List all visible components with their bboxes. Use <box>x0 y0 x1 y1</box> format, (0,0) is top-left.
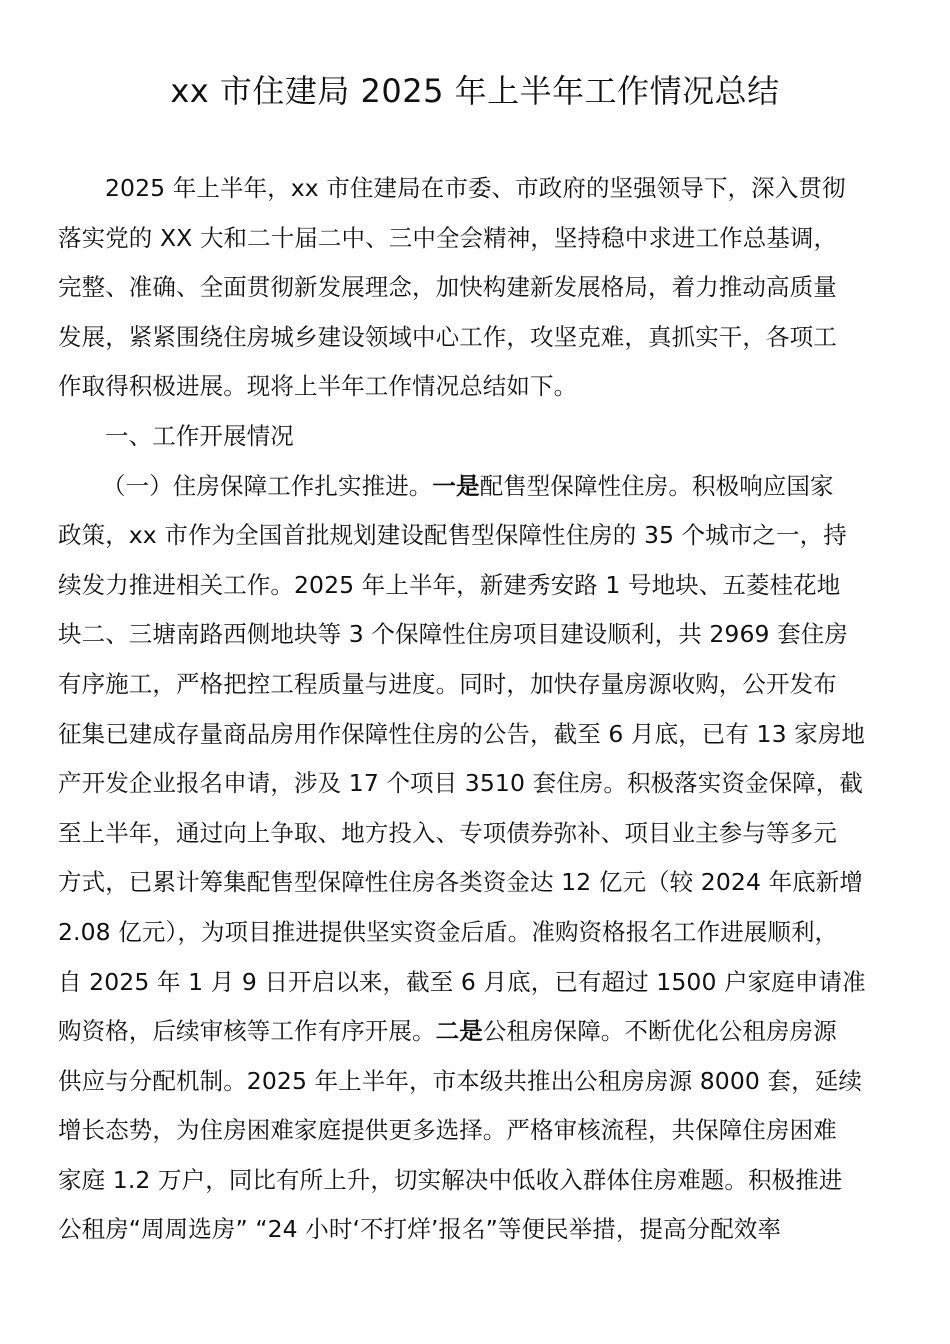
document-body <box>58 164 896 1255</box>
document-title: xx 市住建局 2025 年上半年工作情况总结 <box>170 72 780 110</box>
paragraph-line: 至上半年，通过向上争取、地方投入、专项债券弥补、项目业主参与等多元 <box>58 818 837 847</box>
line-text: 配售型保障性住房。积极响应国家 <box>479 471 834 500</box>
paragraph-line: 增长态势，为住房困难家庭提供更多选择。严格审核流程，共保障住房困难 <box>58 1116 837 1145</box>
section-heading: 一、工作开展情况 <box>105 421 294 450</box>
paragraph-line <box>58 462 896 512</box>
paragraph-line: 落实党的 XX 大和二十届二中、三中全会精神，坚持稳中求进工作总基调， <box>58 223 838 252</box>
paragraph-line: 2.08 亿元），为项目推进提供坚实资金后盾。准购资格报名工作进展顺利， <box>58 917 839 946</box>
paragraph-line: 自 2025 年 1 月 9 日开启以来，截至 6 月底，已有超过 1500 户家庭申请准 <box>58 967 866 996</box>
paragraph-line: 作取得积极进展。现将上半年工作情况总结如下。 <box>58 372 578 401</box>
line-text: 购资格，后续审核等工作有序开展。 <box>58 1017 436 1046</box>
paragraph-line: 完整、准确、全面贯彻新发展理念，加快构建新发展格局，着力推动高质量 <box>58 273 837 302</box>
paragraph-line: 公租房“周周选房” “24 小时‘不打烊’报名”等便民举措，提高分配效率 <box>58 1215 782 1244</box>
bold-lead: 二是 <box>435 1017 483 1046</box>
paragraph-line <box>58 1007 896 1057</box>
paragraph-line: 块二、三塘南路西侧地块等 3 个保障性住房项目建设顺利，共 2969 套住房 <box>58 620 848 649</box>
paragraph-line: 发展，紧紧围绕住房城乡建设领域中心工作，攻坚克难，真抓实干，各项工 <box>58 322 837 351</box>
paragraph-line: 供应与分配机制。2025 年上半年，市本级共推出公租房房源 8000 套，延续 <box>58 1066 862 1095</box>
paragraph-line: 征集已建成存量商品房用作保障性住房的公告，截至 6 月底，已有 13 家房地 <box>58 719 866 748</box>
paragraph-line: 产开发企业报名申请，涉及 17 个项目 3510 套住房。积极落实资金保障，截 <box>58 769 863 798</box>
paragraph-line: 家庭 1.2 万户，同比有所上升，切实解决中低收入群体住房难题。积极推进 <box>58 1165 843 1194</box>
line-text: 公租房保障。不断优化公租房房源 <box>482 1017 837 1046</box>
bold-lead: 一是 <box>432 471 480 500</box>
paragraph-line: 政策，xx 市作为全国首批规划建设配售型保障性住房的 35 个城市之一，持 <box>58 521 847 550</box>
subsection-heading: （一）住房保障工作扎实推进。 <box>102 471 433 500</box>
paragraph-line: 有序施工，严格把控工程质量与进度。同时，加快存量房源收购，公开发布 <box>58 669 837 698</box>
paragraph-line: 续发力推进相关工作。2025 年上半年，新建秀安路 1 号地块、五菱桂花地 <box>58 570 841 599</box>
paragraph-line: 2025 年上半年，xx 市住建局在市委、市政府的坚强领导下，深入贯彻 <box>105 174 846 202</box>
paragraph-line: 方式，已累计筹集配售型保障性住房各类资金达 12 亿元（较 2024 年底新增 <box>58 868 863 897</box>
